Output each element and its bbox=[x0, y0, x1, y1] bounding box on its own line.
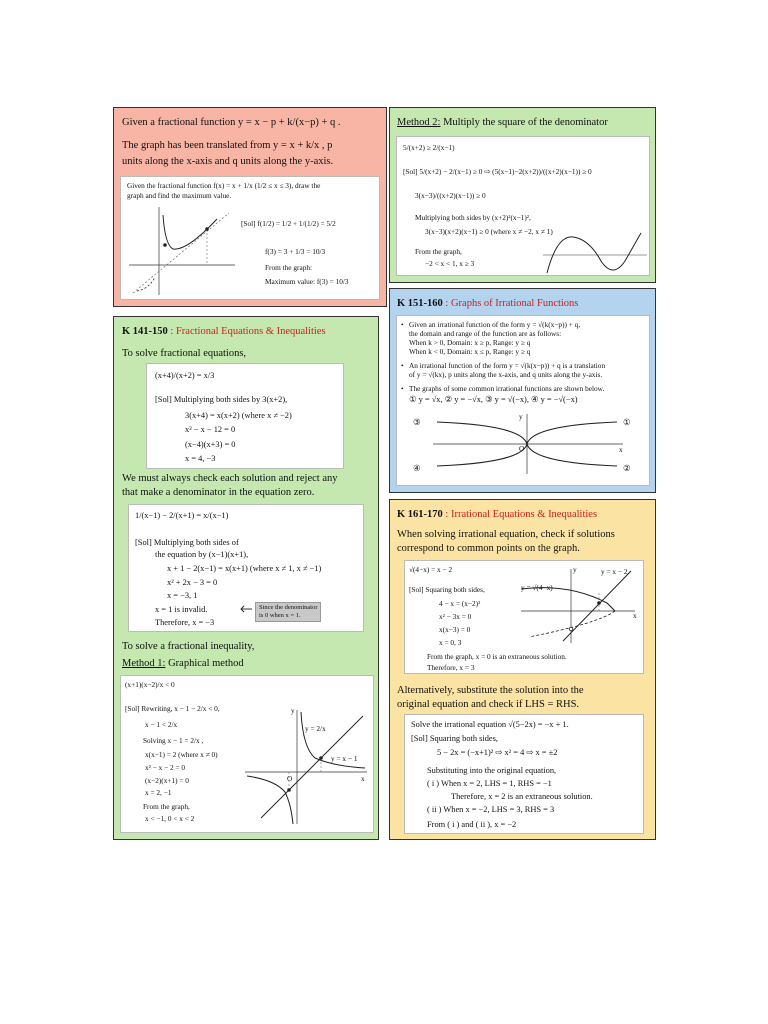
b1-1: the domain and range of the function are as follows: bbox=[409, 329, 562, 338]
fractional-eq-title: : Fractional Equations & Inequalities bbox=[167, 326, 326, 337]
example-sol-2: f(3) = 3 + 1/3 = 10/3 bbox=[265, 247, 326, 256]
box3-line-7: x = 2, −1 bbox=[145, 788, 172, 797]
irrational-equations-panel bbox=[389, 499, 656, 840]
fractional-eq-box3 bbox=[120, 675, 374, 833]
example-box bbox=[120, 176, 380, 300]
method2-line-2: 3(x−3)/((x+2)(x−1)) ≥ 0 bbox=[415, 191, 486, 200]
irrational-eq-p2a: Alternatively, substitute the solution into the bbox=[397, 685, 584, 696]
box2-line-2: the equation by (x−1)(x+1), bbox=[155, 550, 249, 559]
method2-box bbox=[396, 136, 650, 276]
box1-line-5: x = 4, −3 bbox=[185, 454, 216, 463]
arrow-icon bbox=[239, 605, 253, 613]
ie-box2-1: [Sol] Squaring both sides, bbox=[411, 734, 499, 743]
irrational-fn-box bbox=[396, 315, 650, 486]
intro-line-1: Given a fractional function y = x − p + k/(x−p) + q . bbox=[122, 117, 341, 128]
ie-box1-1: [Sol] Squaring both sides, bbox=[409, 585, 485, 594]
box2-line-4: x² + 2x − 3 = 0 bbox=[167, 578, 218, 587]
b1-0: Given an irrational function of the form y = √(k(x−p)) + q, bbox=[409, 320, 581, 329]
box2-line-6: x = 1 is invalid. bbox=[155, 605, 208, 614]
irrational-eq-code: K 161-170 bbox=[397, 509, 443, 520]
invalid-note bbox=[255, 602, 321, 622]
method2-line-4: 3(x−3)(x+2)(x−1) ≥ 0 (where x ≠ −2, x ≠ 1) bbox=[425, 227, 553, 236]
label-2: ② bbox=[623, 464, 631, 473]
fractional-eq-heading bbox=[122, 325, 326, 338]
bullet-2: • bbox=[401, 361, 404, 370]
ie-line-label: y = x − 2 bbox=[601, 567, 628, 576]
graph-hyper-label: y = 2/x bbox=[305, 724, 326, 733]
irrational-eq-p2b: original equation and check if LHS = RHS. bbox=[397, 699, 580, 710]
ie-box2-0: Solve the irrational equation √(5−2x) = −x + 1. bbox=[411, 720, 569, 729]
ie-x-label: x bbox=[633, 611, 637, 620]
method1-label: Method 1: bbox=[122, 658, 166, 669]
ie-box2-2: 5 − 2x = (−x+1)² ⇨ x² = 4 ⇨ x = ±2 bbox=[437, 748, 558, 757]
fractional-eq-p2b: that make a denominator in the equation zero. bbox=[122, 487, 315, 498]
box3-line-3: Solving x − 1 = 2/x , bbox=[143, 736, 204, 745]
box2-line-3: x + 1 − 2(x−1) = x(x+1) (where x ≠ 1, x ≠ −1) bbox=[167, 564, 322, 573]
irrational-graphs bbox=[427, 412, 627, 476]
box1-line-3: x² − x − 12 = 0 bbox=[185, 425, 236, 434]
box3-line-6: (x−2)(x+1) = 0 bbox=[145, 776, 189, 785]
irrational-eq-title: : Irrational Equations & Inequalities bbox=[442, 509, 598, 520]
ie-box1-3: x² − 3x = 0 bbox=[439, 612, 472, 621]
ie-box1-2: 4 − x = (x−2)² bbox=[439, 599, 481, 608]
method2-heading-text: Multiply the square of the denominator bbox=[440, 117, 608, 128]
irrational-eq-heading bbox=[397, 508, 597, 521]
label-3: ③ bbox=[413, 418, 421, 427]
graph-o-label: O bbox=[287, 774, 293, 783]
intro-line-2: The graph has been translated from y = x + k/x , p bbox=[122, 140, 333, 151]
box3-line-2: x − 1 < 2/x bbox=[145, 720, 178, 729]
fractional-eq-p3: To solve a fractional inequality, bbox=[122, 641, 255, 652]
fractional-eq-box2 bbox=[128, 504, 364, 632]
bullet-1: • bbox=[401, 320, 404, 329]
irrational-fn-title: : Graphs of Irrational Functions bbox=[442, 298, 579, 309]
box3-line-4: x(x−1) = 2 (where x ≠ 0) bbox=[145, 750, 218, 759]
ie-box1-0: √(4−x) = x − 2 bbox=[409, 565, 453, 574]
box3-line-0: (x+1)(x−2)/x < 0 bbox=[125, 680, 175, 689]
box3-line-8: From the graph, bbox=[143, 802, 190, 811]
ie-box2-4: ( i ) When x = 2, LHS = 1, RHS = −1 bbox=[427, 779, 552, 788]
method2-line-3: Multiplying both sides by (x+2)²(x−1)², bbox=[415, 213, 531, 222]
bullet-3: • bbox=[401, 384, 404, 393]
b1-3: When k < 0, Domain: x ≤ p, Range: y ≥ q bbox=[409, 347, 531, 356]
box2-line-5: x = −3, 1 bbox=[167, 591, 198, 600]
intro-line-3: units along the x-axis and q units along the y-axis. bbox=[122, 156, 334, 167]
ie-box1-6: From the graph, x = 0 is an extraneous solution. bbox=[427, 652, 567, 661]
graph-y-label: y bbox=[291, 706, 295, 715]
ie-box2-5: Therefore, x = 2 is an extraneous solution. bbox=[451, 792, 593, 801]
box2-line-0: 1/(x−1) − 2/(x+1) = x/(x−1) bbox=[135, 511, 229, 520]
method1-heading bbox=[122, 657, 244, 670]
box3-line-5: x² − x − 2 = 0 bbox=[145, 763, 186, 772]
ie-box2-3: Substituting into the original equation, bbox=[427, 766, 557, 775]
method2-line-0: 5/(x+2) ≥ 2/(x−1) bbox=[403, 143, 455, 152]
fractional-eq-code: K 141-150 bbox=[122, 326, 168, 337]
irrational-eq-p1a: When solving irrational equation, check if solutions bbox=[397, 529, 615, 540]
box1-line-1: [Sol] Multiplying both sides by 3(x+2), bbox=[155, 395, 288, 404]
box2-line-1: [Sol] Multiplying both sides of bbox=[135, 538, 239, 547]
fractional-function-panel bbox=[113, 107, 387, 307]
ie-box1-5: x = 0, 3 bbox=[439, 638, 462, 647]
fractional-eq-p2a: We must always check each solution and reject any bbox=[122, 473, 338, 484]
fractional-eq-p1: To solve fractional equations, bbox=[122, 348, 247, 359]
ie-box2-7: From ( i ) and ( ii ), x = −2 bbox=[427, 820, 517, 829]
label-4: ④ bbox=[413, 464, 421, 473]
ie-y-label: y bbox=[573, 565, 577, 574]
max-value-graph bbox=[125, 205, 237, 297]
irrational-eq-box2 bbox=[404, 714, 644, 834]
b3-0: The graphs of some common irrational functions are shown below. bbox=[409, 384, 605, 393]
irrational-eq-p1b: correspond to common points on the graph. bbox=[397, 543, 580, 554]
graph-line-label: y = x − 1 bbox=[331, 754, 358, 763]
cubic-graph bbox=[543, 231, 647, 275]
label-1: ① bbox=[623, 418, 631, 427]
box2-line-7: Therefore, x = −3 bbox=[155, 618, 215, 627]
box1-line-0: (x+4)/(x+2) = x/3 bbox=[155, 371, 215, 380]
method2-heading bbox=[397, 116, 608, 129]
fractional-eq-box1 bbox=[146, 363, 344, 469]
box3-line-1: [Sol] Rewriting, x − 1 − 2/x < 0, bbox=[125, 704, 220, 713]
example-prompt-1: Given the fractional function f(x) = x + 1/x (1/2 ≤ x ≤ 3), draw the bbox=[127, 181, 321, 190]
label-o: O bbox=[519, 444, 525, 453]
method2-line-5: From the graph, bbox=[415, 247, 462, 256]
box3-line-9: x < −1, 0 < x < 2 bbox=[145, 814, 195, 823]
graph-x-label: x bbox=[361, 774, 365, 783]
ie-box1-7: Therefore, x = 3 bbox=[427, 663, 475, 672]
ie-box1-4: x(x−3) = 0 bbox=[439, 625, 471, 634]
b3-1: ① y = √x, ② y = −√x, ③ y = √(−x), ④ y = −√(−x) bbox=[409, 395, 578, 404]
invalid-note-1: Since the denominator bbox=[259, 604, 318, 611]
method2-line-6: −2 < x < 1, x ≥ 3 bbox=[425, 259, 475, 268]
ie-curve-label: y = √(4−x) bbox=[521, 583, 553, 592]
label-y: y bbox=[519, 412, 523, 421]
method2-panel bbox=[389, 107, 656, 283]
irrational-functions-panel bbox=[389, 288, 656, 493]
example-prompt-2: graph and find the maximum value. bbox=[127, 191, 232, 200]
label-x: x bbox=[619, 445, 623, 454]
example-sol-4: Maximum value: f(3) = 10/3 bbox=[265, 277, 349, 286]
example-sol-1: [Sol] f(1/2) = 1/2 + 1/(1/2) = 5/2 bbox=[241, 219, 336, 228]
b2-1: of y = √(kx), p units along the x-axis, and q units along the y-axis. bbox=[409, 370, 603, 379]
b2-0: An irrational function of the form y = √(k(x−p)) + q is a translation bbox=[409, 361, 606, 370]
b1-2: When k > 0, Domain: x ≥ p, Range: y ≥ q bbox=[409, 338, 531, 347]
method2-label: Method 2: bbox=[397, 117, 441, 128]
irrational-eq-box1 bbox=[404, 560, 644, 674]
box1-line-4: (x−4)(x+3) = 0 bbox=[185, 440, 236, 449]
method1-text: Graphical method bbox=[165, 658, 244, 669]
irrational-fn-heading bbox=[397, 297, 578, 310]
method2-line-1: [Sol] 5/(x+2) − 2/(x−1) ≥ 0 ⇨ (5(x−1)−2(x+2))/((x+2)(x−1)) ≥ 0 bbox=[403, 167, 592, 176]
example-sol-3: From the graph: bbox=[265, 263, 313, 272]
irrational-fn-code: K 151-160 bbox=[397, 298, 443, 309]
box1-line-2: 3(x+4) = x(x+2) (where x ≠ −2) bbox=[185, 411, 292, 420]
irrational-eq-graph bbox=[519, 567, 637, 645]
invalid-note-2: is 0 when x = 1. bbox=[259, 612, 301, 619]
ie-box2-6: ( ii ) When x = −2, LHS = 3, RHS = 3 bbox=[427, 805, 555, 814]
fractional-equations-panel bbox=[113, 316, 379, 840]
